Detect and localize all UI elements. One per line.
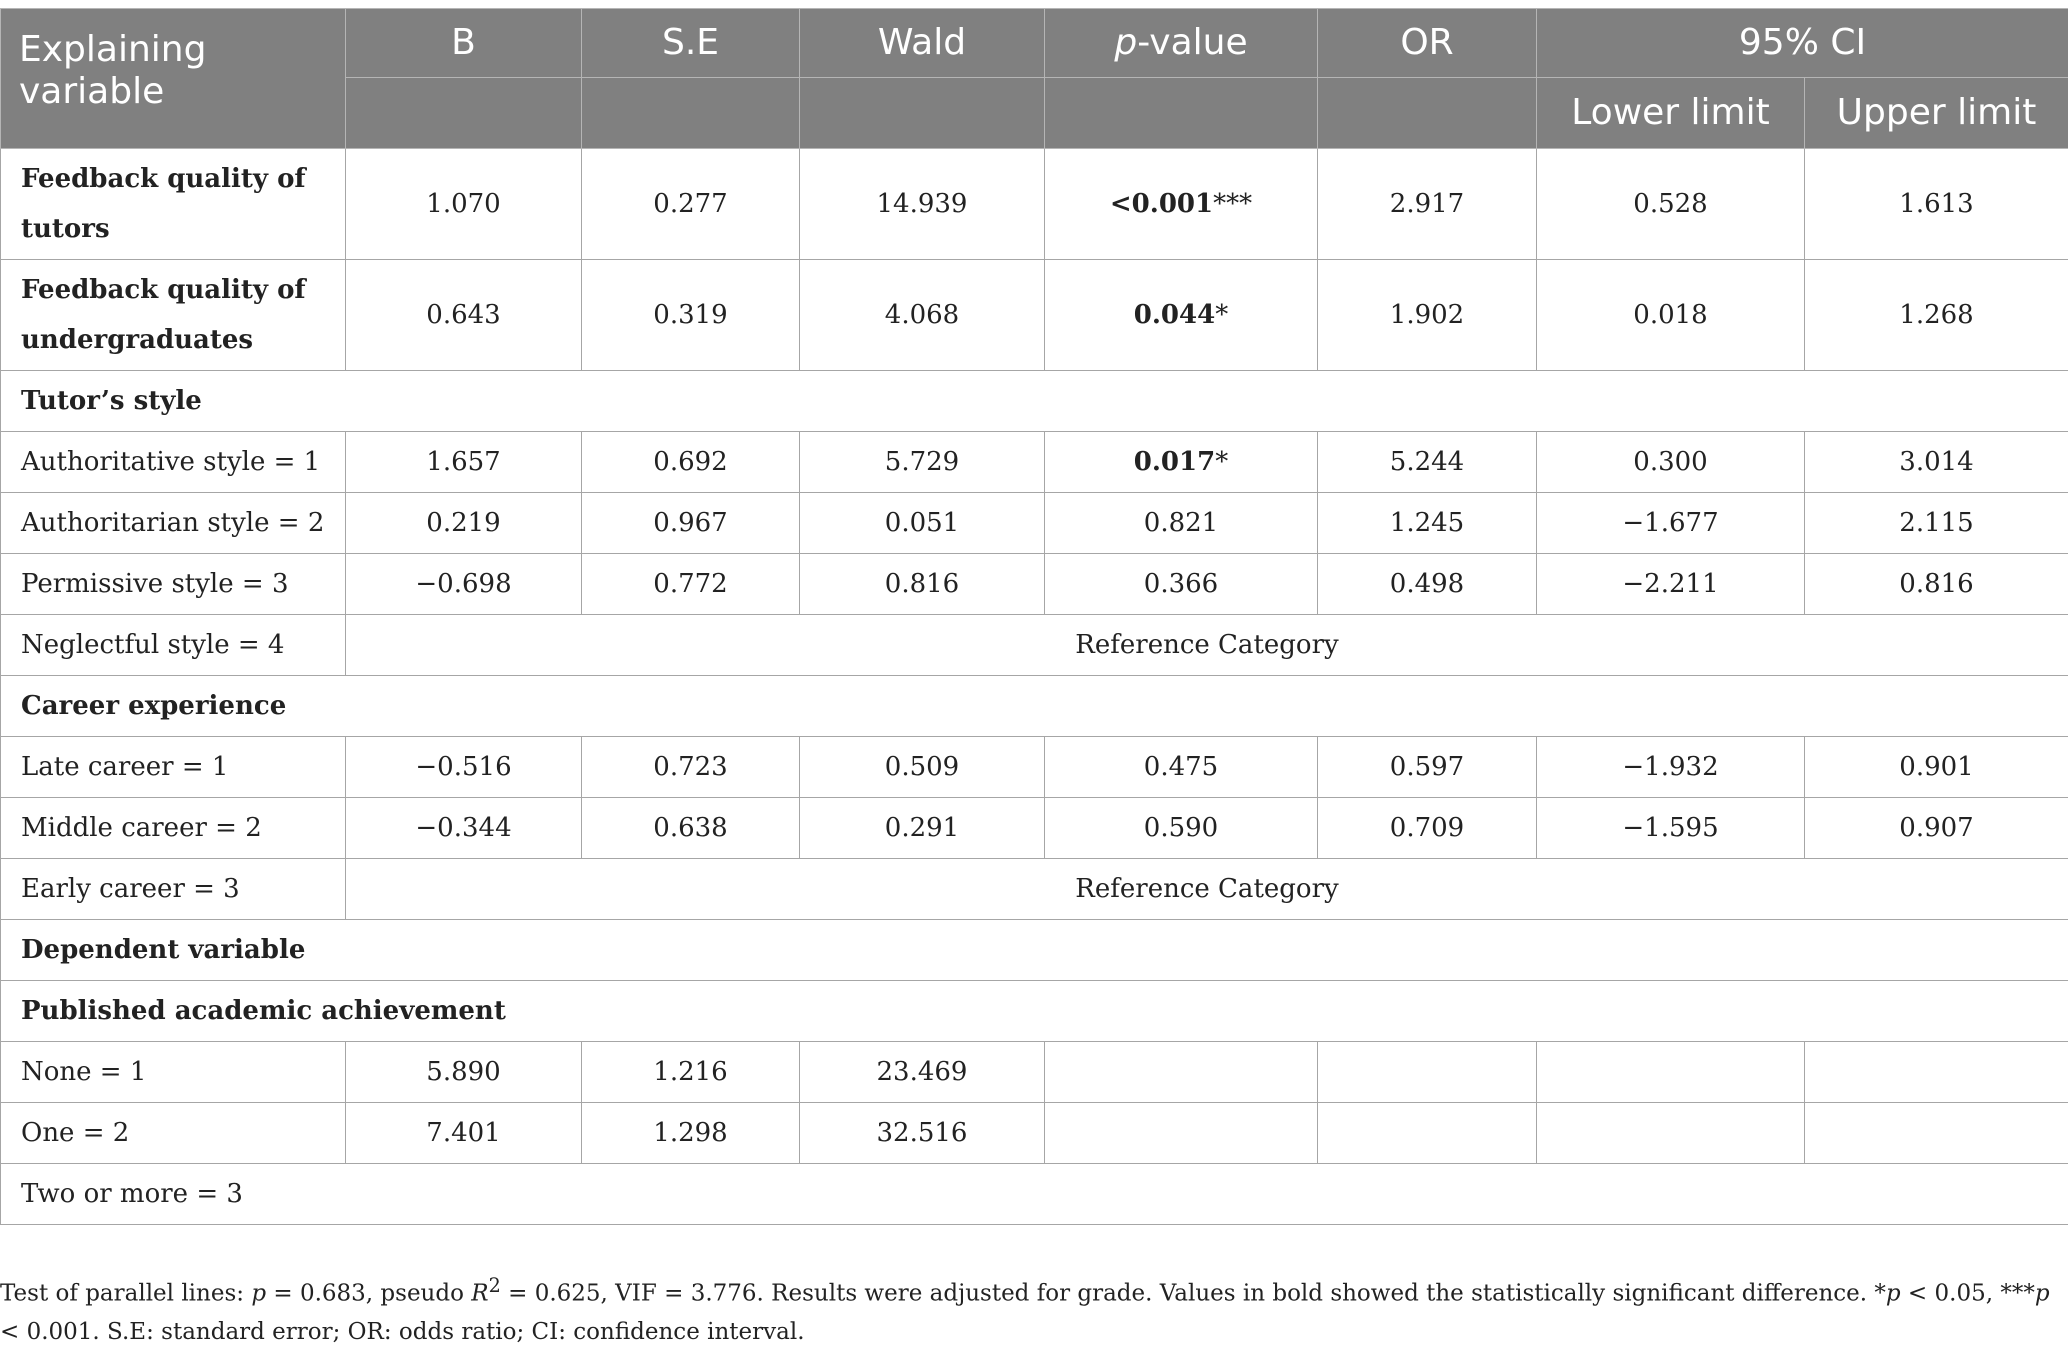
cell-p-value: [1045, 432, 1318, 493]
cell-p-value: 0.366: [1045, 554, 1318, 615]
cell-wald: 14.939: [800, 149, 1045, 260]
reference-category: Reference Category: [346, 615, 2068, 676]
cell-or: 2.917: [1318, 149, 1537, 260]
header-95-ci: 95% CI: [1537, 9, 2068, 78]
cell-b: 7.401: [346, 1103, 582, 1164]
cell-p-value: [1045, 1042, 1318, 1103]
table-row-feedback-undergraduates: [1, 260, 2068, 371]
table-row-early-career: [1, 859, 2068, 920]
cell-b: 5.890: [346, 1042, 582, 1103]
table-body: [1, 149, 2068, 1225]
table-row-late-career: [1, 737, 2068, 798]
header-se: S.E: [582, 9, 800, 78]
header-wald-sub: [800, 78, 1045, 149]
regression-table: [0, 8, 2068, 1225]
cell-lower: [1537, 1103, 1805, 1164]
table-row-section-dependent-variable: [1, 920, 2068, 981]
header-se-sub: [582, 78, 800, 149]
significance-stars: *: [1215, 300, 1228, 330]
p-value-bold: 0.017: [1134, 447, 1215, 477]
cell-upper: 2.115: [1805, 493, 2068, 554]
header-p-symbol: p: [1114, 22, 1137, 63]
cell-b: 0.643: [346, 260, 582, 371]
table-row-permissive: [1, 554, 2068, 615]
cell-lower: −1.932: [1537, 737, 1805, 798]
significance-stars: ***: [1213, 189, 1252, 219]
note-p-symbol: p: [1886, 1281, 1901, 1307]
cell-upper: [1805, 1103, 2068, 1164]
cell-or: 0.709: [1318, 798, 1537, 859]
cell-se: 0.772: [582, 554, 800, 615]
header-or: OR: [1318, 9, 1537, 78]
header-p-value: [1045, 9, 1318, 78]
cell-se: 0.967: [582, 493, 800, 554]
cell-p-value: 0.475: [1045, 737, 1318, 798]
cell-upper: [1805, 1042, 2068, 1103]
table-row-feedback-tutors: [1, 149, 2068, 260]
header-b-sub: [346, 78, 582, 149]
cell-lower: [1537, 1042, 1805, 1103]
cell-p-value: [1045, 149, 1318, 260]
row-label: One = 2: [1, 1103, 346, 1164]
cell-wald: 0.816: [800, 554, 1045, 615]
cell-or: [1318, 1103, 1537, 1164]
table-row-section-career-experience: [1, 676, 2068, 737]
row-label: Feedback quality of tutors: [1, 149, 346, 260]
header-b: B: [346, 9, 582, 78]
row-label: Permissive style = 3: [1, 554, 346, 615]
cell-b: 0.219: [346, 493, 582, 554]
table-row-one: [1, 1103, 2068, 1164]
note-p-symbol: p: [2035, 1281, 2050, 1307]
table-row-section-published-achievement: [1, 981, 2068, 1042]
table-row-section-tutor-style: [1, 371, 2068, 432]
header-upper-limit: Upper limit: [1805, 78, 2068, 149]
row-label: None = 1: [1, 1042, 346, 1103]
cell-se: 0.723: [582, 737, 800, 798]
cell-b: −0.698: [346, 554, 582, 615]
cell-upper: 1.613: [1805, 149, 2068, 260]
row-label: Late career = 1: [1, 737, 346, 798]
table-row-neglectful: [1, 615, 2068, 676]
cell-wald: 32.516: [800, 1103, 1045, 1164]
cell-or: 5.244: [1318, 432, 1537, 493]
note-r-superscript: 2: [489, 1274, 501, 1297]
row-label: Two or more = 3: [1, 1164, 2068, 1225]
cell-wald: 23.469: [800, 1042, 1045, 1103]
cell-se: 1.298: [582, 1103, 800, 1164]
cell-wald: 4.068: [800, 260, 1045, 371]
table-footnote: [0, 1267, 2050, 1351]
note-r-symbol: R: [471, 1281, 488, 1307]
note-text-1: Test of parallel lines:: [0, 1281, 251, 1307]
header-p-suffix: -value: [1137, 22, 1247, 63]
row-label: Feedback quality of undergraduates: [1, 260, 346, 371]
header-p-sub: [1045, 78, 1318, 149]
cell-or: 1.245: [1318, 493, 1537, 554]
cell-p-value: [1045, 1103, 1318, 1164]
header-wald: Wald: [800, 9, 1045, 78]
cell-b: 1.657: [346, 432, 582, 493]
table-row-middle-career: [1, 798, 2068, 859]
note-text-4: < 0.05, ***: [1901, 1281, 2035, 1307]
row-label: Authoritative style = 1: [1, 432, 346, 493]
table-row-none: [1, 1042, 2068, 1103]
table-row-authoritative: [1, 432, 2068, 493]
header-explaining-variable: Explaining variable: [1, 9, 346, 149]
cell-or: 1.902: [1318, 260, 1537, 371]
cell-or: 0.498: [1318, 554, 1537, 615]
row-label: Middle career = 2: [1, 798, 346, 859]
cell-se: 0.638: [582, 798, 800, 859]
cell-upper: 3.014: [1805, 432, 2068, 493]
cell-or: [1318, 1042, 1537, 1103]
row-label: Neglectful style = 4: [1, 615, 346, 676]
cell-se: 0.319: [582, 260, 800, 371]
row-label: Early career = 3: [1, 859, 346, 920]
p-value-bold: 0.044: [1134, 300, 1215, 330]
cell-or: 0.597: [1318, 737, 1537, 798]
cell-upper: 0.816: [1805, 554, 2068, 615]
table-row-two-or-more: [1, 1164, 2068, 1225]
cell-wald: 0.051: [800, 493, 1045, 554]
section-heading: Published academic achievement: [1, 981, 2068, 1042]
cell-lower: −1.677: [1537, 493, 1805, 554]
cell-p-value: [1045, 260, 1318, 371]
row-label: Authoritarian style = 2: [1, 493, 346, 554]
header-lower-limit: Lower limit: [1537, 78, 1805, 149]
table-row-authoritarian: [1, 493, 2068, 554]
note-text-2: = 0.683, pseudo: [266, 1281, 471, 1307]
p-value-bold: <0.001: [1110, 189, 1213, 219]
significance-stars: *: [1215, 447, 1228, 477]
cell-upper: 0.901: [1805, 737, 2068, 798]
reference-category: Reference Category: [346, 859, 2068, 920]
table-container: [0, 8, 2068, 1225]
table-header: [1, 9, 2068, 149]
cell-upper: 1.268: [1805, 260, 2068, 371]
cell-wald: 5.729: [800, 432, 1045, 493]
cell-wald: 0.291: [800, 798, 1045, 859]
cell-upper: 0.907: [1805, 798, 2068, 859]
cell-lower: 0.018: [1537, 260, 1805, 371]
section-heading: Career experience: [1, 676, 2068, 737]
cell-b: −0.344: [346, 798, 582, 859]
cell-b: 1.070: [346, 149, 582, 260]
cell-lower: −2.211: [1537, 554, 1805, 615]
cell-lower: 0.528: [1537, 149, 1805, 260]
section-heading: Dependent variable: [1, 920, 2068, 981]
section-heading: Tutor’s style: [1, 371, 2068, 432]
cell-se: 1.216: [582, 1042, 800, 1103]
cell-p-value: 0.821: [1045, 493, 1318, 554]
note-p-symbol: p: [251, 1281, 266, 1307]
cell-wald: 0.509: [800, 737, 1045, 798]
cell-b: −0.516: [346, 737, 582, 798]
cell-p-value: 0.590: [1045, 798, 1318, 859]
header-or-sub: [1318, 78, 1537, 149]
note-text-3: = 0.625, VIF = 3.776. Results were adjusted for grade. Values in bold showed the statistically significant difference. *: [501, 1281, 1886, 1307]
cell-lower: −1.595: [1537, 798, 1805, 859]
cell-lower: 0.300: [1537, 432, 1805, 493]
cell-se: 0.277: [582, 149, 800, 260]
cell-se: 0.692: [582, 432, 800, 493]
note-text-5: < 0.001. S.E: standard error; OR: odds ratio; CI: confidence interval.: [0, 1319, 805, 1345]
